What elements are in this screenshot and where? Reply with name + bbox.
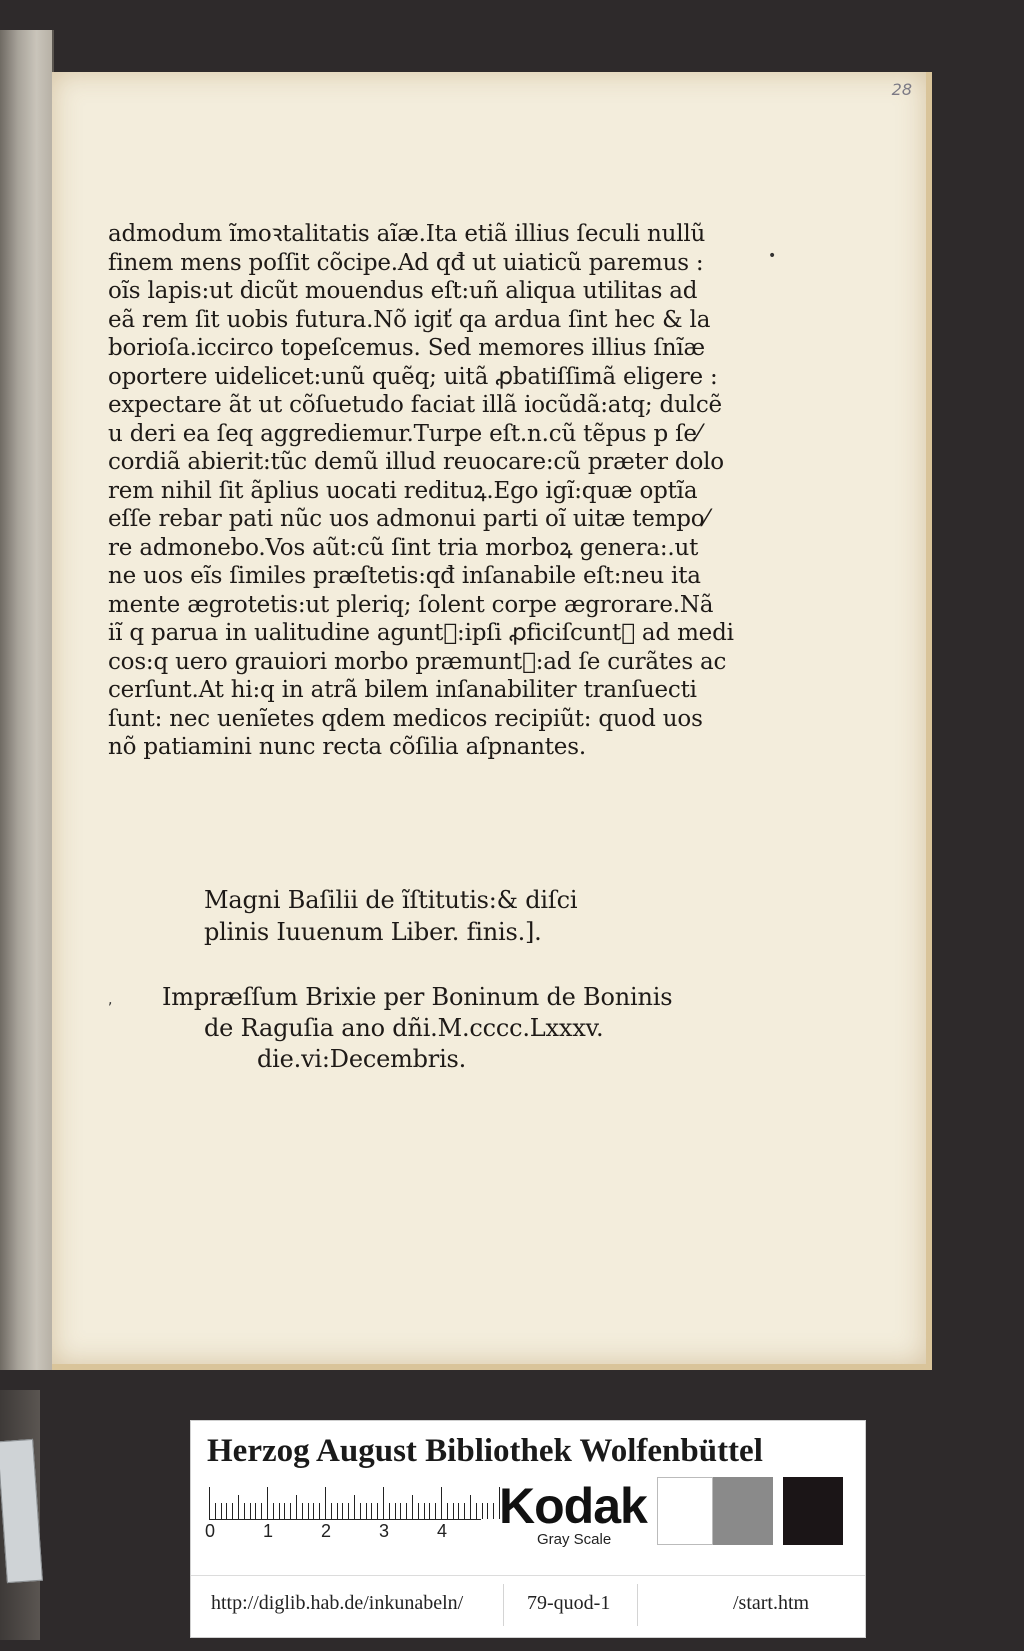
ruler-number: 3 <box>379 1521 390 1541</box>
text-line: oĩs lapis:ut dicũt mouendus eſt:uñ aliqua utilitas ad <box>108 278 698 304</box>
ruler-tick <box>267 1487 268 1519</box>
text-line: admodum ĩmoꝛtalitatis aĩæ.Ita etiã illius ſeculi nullũ <box>108 221 706 247</box>
ruler-tick <box>418 1503 419 1519</box>
url-row <box>191 1575 865 1634</box>
text-line: cos:q uero grauiori morbo præmuntᷣ:ad ſe curãtes ac <box>108 648 727 675</box>
measurement-ruler <box>209 1485 481 1520</box>
ruler-tick <box>337 1503 338 1519</box>
url-id: 79-quod-1 <box>527 1592 611 1614</box>
text-line: expectare ãt ut cõſuetudo faciat illã iocũdã:atq; dulcẽ <box>108 392 722 418</box>
ruler-tick <box>476 1503 477 1519</box>
ruler-tick <box>273 1503 274 1519</box>
main-text-block <box>108 220 768 762</box>
text-line: u deri ea ſeq aggrediemur.Turpe eſt.n.cũ tẽpus p ſe⁄ <box>108 420 701 447</box>
ruler-tick <box>493 1503 494 1519</box>
ruler-tick <box>325 1487 326 1519</box>
text-line: cordiã abierit:tũc demũ illud reuocare:cũ præter dolo <box>108 449 724 475</box>
url-separator <box>637 1584 638 1626</box>
ruler-tick <box>366 1503 367 1519</box>
ruler-number: 0 <box>205 1521 216 1541</box>
ruler-tick <box>319 1503 320 1519</box>
ruler-tick <box>244 1503 245 1519</box>
text-line: cerſunt.At hi:q in atrã bilem inſanabiliter tranſuecti <box>108 677 697 703</box>
imprint-line: de Raguſia ano dñi.M.cccc.Lxxxv. <box>204 1014 604 1042</box>
imprint-line: die.vi:Decembris. <box>257 1045 467 1073</box>
ruler-number: 4 <box>437 1521 448 1541</box>
colophon <box>204 884 577 948</box>
ruler-tick <box>279 1503 280 1519</box>
ruler-tick <box>458 1503 459 1519</box>
ruler-tick <box>360 1503 361 1519</box>
ruler-tick <box>255 1503 256 1519</box>
ruler-tick <box>383 1487 384 1519</box>
ruler-tick <box>464 1503 465 1519</box>
ruler-tick <box>290 1503 291 1519</box>
gray-scale-label: Gray Scale <box>537 1531 612 1548</box>
ruler-tick <box>412 1495 413 1519</box>
text-line: mente ægrotetis:ut pleriq; ſolent corpe ægrorare.Nã <box>108 591 714 618</box>
ruler-tick <box>482 1503 483 1519</box>
url-suffix: /start.htm <box>733 1592 810 1614</box>
ink-speck: , <box>108 992 113 1008</box>
colophon-line: Magni Baſilii de ĩſtitutis:& diſci <box>204 886 578 914</box>
ruler-tick <box>389 1503 390 1519</box>
text-line: eã rem ſit uobis futura.Nõ igiť qa ardua ſint hec & la <box>108 306 711 333</box>
ruler-tick <box>261 1503 262 1519</box>
ruler-tick <box>209 1487 210 1519</box>
text-line: iĩ q parua in ualitudine aguntᷣ:ipſi ꝓficiſcuntᷣ ad medi <box>108 620 734 646</box>
text-line: borioſa.iccirco topeſcemus. Sed memores illius ſnĩæ <box>108 335 705 361</box>
ink-speck: • <box>768 248 777 264</box>
ruler-tick <box>400 1503 401 1519</box>
ruler-tick <box>331 1503 332 1519</box>
text-line: rem nihil ſit ãplius uocati redituꝝ.Ego igĩ:quæ optĩa <box>108 477 698 504</box>
ruler-tick <box>354 1495 355 1519</box>
ruler-tick <box>447 1503 448 1519</box>
text-line: oportere uidelicet:unũ quẽq; uitã ꝓbatiſſimã eligere : <box>108 363 718 390</box>
ruler-tick <box>470 1495 471 1519</box>
folio-number: 28 <box>891 80 912 99</box>
ruler-tick <box>232 1503 233 1519</box>
colophon-line: plinis Iuuenum Liber. finis.]. <box>204 918 542 946</box>
ruler-tick <box>221 1503 222 1519</box>
ruler-tick <box>371 1503 372 1519</box>
ruler-tick <box>313 1503 314 1519</box>
white-swatch <box>657 1477 713 1545</box>
ruler-tick <box>348 1503 349 1519</box>
ruler-tick <box>302 1503 303 1519</box>
text-line: re admonebo.Vos aũt:cũ ſint tria morboꝝ genera:.ut <box>108 534 699 561</box>
ruler-tick <box>296 1495 297 1519</box>
ruler-tick <box>342 1503 343 1519</box>
color-calibration-strip <box>190 1420 866 1638</box>
ruler-tick <box>435 1503 436 1519</box>
library-name: Herzog August Bibliothek Wolfenbüttel <box>207 1433 763 1469</box>
url-base: http://diglib.hab.de/inkunabeln/ <box>211 1592 464 1614</box>
text-line: ne uos eĩs ſimiles præſtetis:qđ inſanabile eſt:neu ita <box>108 563 701 589</box>
text-line: nõ patiamini nunc recta cõſilia aſpnantes. <box>108 734 586 760</box>
ruler-number: 2 <box>321 1521 332 1541</box>
ruler-number: 1 <box>263 1521 274 1541</box>
ruler-tick <box>429 1503 430 1519</box>
ruler-tick <box>250 1503 251 1519</box>
ruler-tick <box>395 1503 396 1519</box>
incunable-leaf <box>52 72 932 1370</box>
previous-page-edge <box>0 30 54 1370</box>
ruler-tick <box>453 1503 454 1519</box>
text-line: eſſe rebar pati nũc uos admonui parti oĩ uitæ tempo⁄ <box>108 506 709 532</box>
text-line: ſunt: nec uenĩetes qdem medicos recipiũt: quod uos <box>108 705 703 732</box>
ruler-tick <box>424 1503 425 1519</box>
ruler-tick <box>377 1503 378 1519</box>
ruler-tick <box>308 1503 309 1519</box>
ruler-tick <box>238 1495 239 1519</box>
url-separator <box>503 1584 504 1626</box>
ruler-tick <box>406 1503 407 1519</box>
gray-swatch <box>713 1477 773 1545</box>
text-line: finem mens poſſit cõcipe.Ad qđ ut uiaticũ paremus : <box>108 249 704 276</box>
ruler-tick <box>284 1503 285 1519</box>
kodak-logo: Kodak <box>499 1478 647 1534</box>
imprint <box>162 982 672 1075</box>
ruler-tick <box>441 1487 442 1519</box>
ruler-tick <box>226 1503 227 1519</box>
imprint-line: Impræſſum Brixie per Boninum de Boninis <box>162 983 673 1011</box>
black-swatch <box>783 1477 843 1545</box>
ruler-tick <box>487 1503 488 1519</box>
ruler-tick <box>215 1503 216 1519</box>
